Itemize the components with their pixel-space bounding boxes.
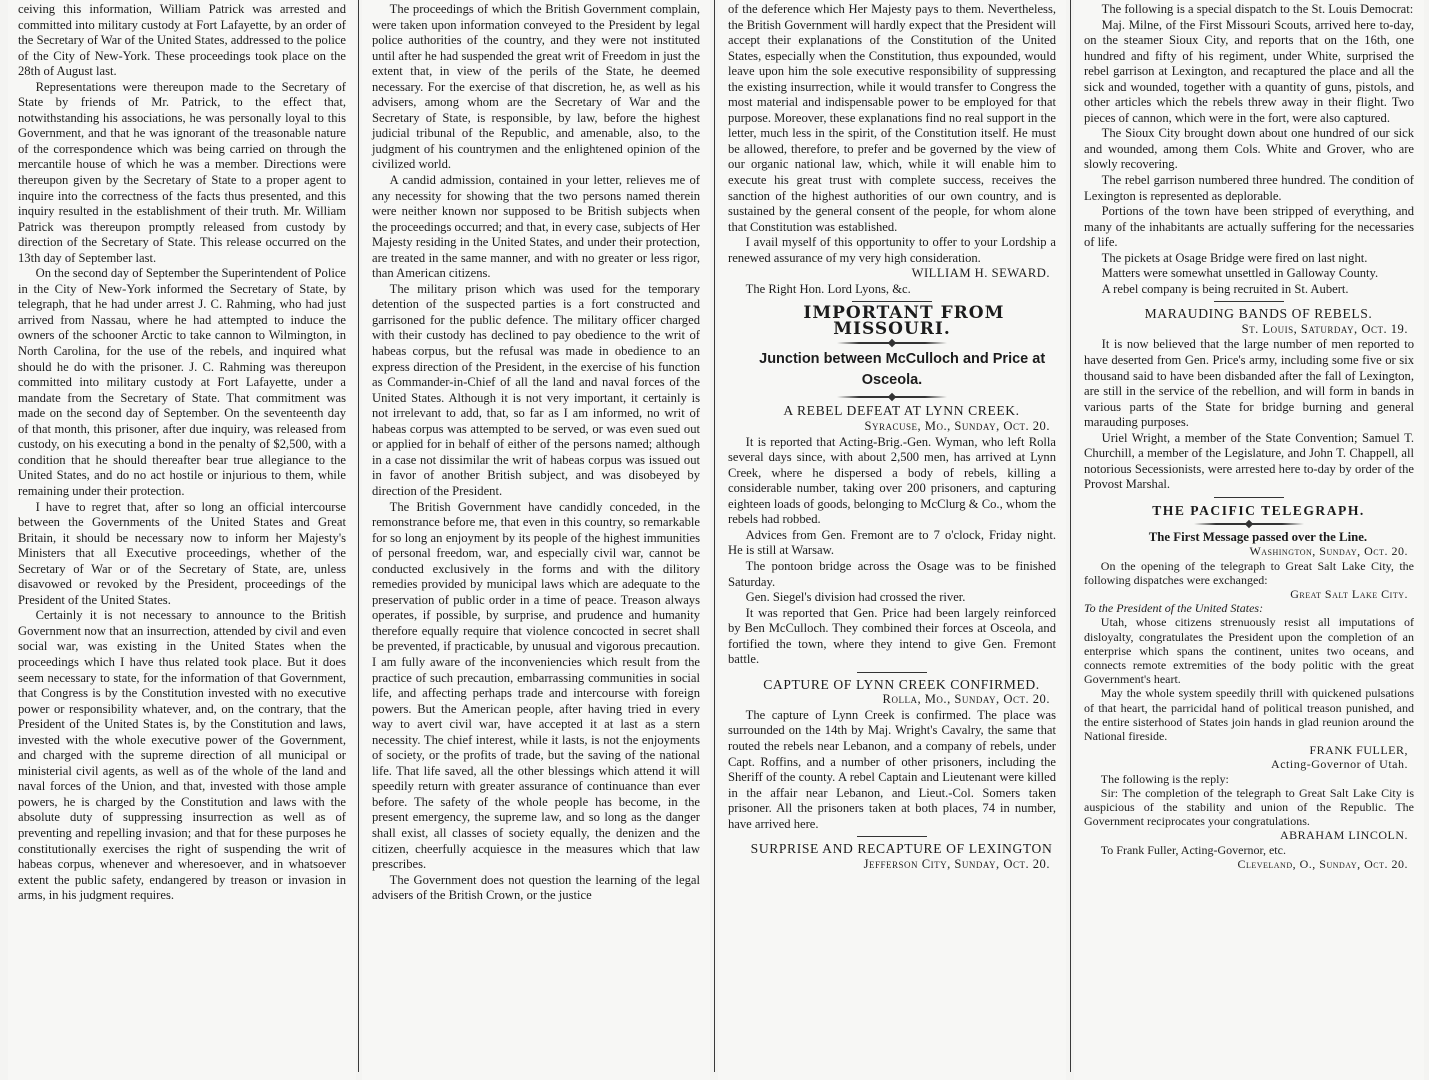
column-1 [8,0,356,1080]
pacific-telegraph-article [1084,504,1414,871]
paragraph: Maj. Milne, of the First Missouri Scouts, arrived here to-day, on the steamer Sioux City, and reports that on the 16th, one hundred and fifty of his regiment, under White, surprised the rebel garrison at Lexington, and recaptured the place and all the sick and wounded, together with a quantity of guns, pistols, and other articles which the rebels threw away in their flight. Two pieces of cannon, which were in the fort, were also captured. [1084,17,1414,125]
column-4 [1074,0,1424,1080]
ornamental-divider [1194,523,1304,525]
paragraph: Sir: The completion of the telegraph to Great Salt Lake City is auspicious of the stability and union of the Republic. The Government reciprocates your congratulations. [1084,785,1414,829]
paragraph: A candid admission, contained in your letter, relieves me of any necessity for showing that the two persons named therein were neither known nor supposed to be British subjects when the proceedings occurred; and that, in every case, subjects of Her Majesty residing in the United States, and under their protection, are treated in the same manner, and with no greater or less rigor, than American citizens. [372,173,701,281]
paragraph: Uriel Wright, a member of the State Convention; Samuel T. Churchill, a member of the Legislature, and John T. Chappell, all notorious Secessionists, were arrested here to-day by order of the Provost Marshal. [1084,430,1414,492]
section-heading: SURPRISE AND RECAPTURE OF LEXINGTON [750,841,1053,857]
signature: FRANK FULLER, [1309,743,1408,758]
paragraph: I have to regret that, after so long an official intercourse between the Governments of the United States and Great Britain, it should be necessary now to inform her Majesty's Ministers that all Executive proceedings, whether of the Secretary of War or of the Secretary of State, are, unless disavowed or revoked by the President, proceedings of the President of the United States. [18,499,346,607]
paragraph: Matters were somewhat unsettled in Galloway County. [1101,266,1379,281]
paragraph: The military prison which was used for the temporary detention of the suspected parties is a fort constructed and garrisoned for the public defence. The military officer charged with their custody has declined to pay obedience to the writ of habeas corpus, but the refusal was made in obedience to an express direction of the President, in the exercise of his function as Commander-in-Chief of all the land and naval forces of the United States. Although it is not very important, it certainly is not irrelevant to add, that, so far as I am informed, no writ of habeas corpus was attempted to be served, or was even sued out or applied for in behalf of either of the persons named; although in a case not dissimilar the writ of habeas corpus was issued out in favor of another British subject, and was disobeyed by direction of the President. [372,281,700,498]
divider [1214,301,1284,302]
paragraph: The pontoon bridge across the Osage was to be finished Saturday. [728,558,1056,589]
paragraph: It is now believed that the large number of men reported to have deserted from Gen. Price's army, including some five or six thousand said to have been disbanded after the fall of Lexington, are still in the service of the rebellion, and will form in bands in various parts of the State for bridge burning and general marauding purposes. [1084,337,1414,430]
paragraph: Portions of the town have been stripped of everything, and many of the inhabitants are actually suffering for the necessaries of life. [1084,204,1414,250]
section-heading: CAPTURE OF LYNN CREEK CONFIRMED. [763,676,1040,692]
paragraph: I avail myself of this opportunity to offer to your Lordship a renewed assurance of my very high consideration. [728,235,1056,265]
column-divider [714,0,715,1072]
dateline: Jefferson City, Sunday, Oct. 20. [863,856,1050,871]
headline: IMPORTANT FROM MISSOURI. [803,303,1005,339]
addressee: The Right Hon. Lord Lyons, &c. [745,281,911,296]
paragraph: The British Government have candidly conceded, in the remonstrance before me, that even in this country, so remarkable for so long an enjoyment by its people of the highest immunities of personal freedom, war, and especially civil war, cannot be conducted exclusively in the forms and with the dilitory remedies provided by municipal laws which are adequate to the preservation of public order in a time of peace. Treason always operates, if possible, by surprise, and prudence and humanity therefore equally require that violence concocted in secret shall be prevented, if practicable, by unusual and vigorous precaution. I am fully aware of the inconveniencies which result from the practice of such precaution, embarrassing communities in social life, and affecting perhaps trade and intercourse with foreign powers. But the American people, after having tried in every way to avert civil war, have accepted it at last as a stern necessity. The chief interest, while it lasts, is not the enjoyments of society, or the profits of trade, but the saving of the national life. That life saved, all the other blessings which attend it will speedily return with greater assurance of continuance than ever before. The safety of the whole people has become, in the present emergency, the supreme law, and so long as the danger shall exist, all classes of society equally, the denizen and the citizen, cheerfully acquiesce in the measures which that law prescribes. [372,499,700,872]
divider [857,836,927,837]
paragraph: Gen. Siegel's division had crossed the river. [745,590,966,605]
addressee: To Frank Fuller, Acting-Governor, etc. [1100,842,1286,857]
dateline: Cleveland, O., Sunday, Oct. 20. [1237,856,1408,871]
paragraph: The rebel garrison numbered three hundred. The condition of Lexington is represented as deplorable. [1084,173,1414,203]
column-divider [1070,0,1071,1072]
signer-title: Acting-Governor of Utah. [1271,757,1408,772]
dateline: St. Louis, Saturday, Oct. 19. [1241,321,1408,336]
paragraph: Representations were thereupon made to the Secretary of State by friends of Mr. Patrick, to the effect that, notwithstanding his associations, he was personally loyal to this Government, and that he was ignorant of the treasonable nature of the correspondence which was being carried on through the mercantile house of which he was a member. Directions were thereupon given by the Secretary of State to a proper agent to inquire into the correctness of the facts thus presented, and this inquiry resulted in the establishment of their truth. Mr. William Patrick was thereupon promptly released from custody by direction of the Secretary of State. This release occurred on the 13th day of September last. [18,79,346,265]
paragraph: Certainly it is not necessary to announce to the British Government now that an insurrection, attended by civil and even social war, was existing in the United States when the proceedings which I have thus related took place. But it does seem necessary to state, for the information of that Government, that Congress is by the Constitution invested with no executive power or responsibility whatever, and, on the contrary, that the President of the United States is, by the Constitution and laws, invested with the whole executive power of the Government, and charged with the supreme direction of all municipal or ministerial civil agents, as well as of the whole of the land and naval forces of the Union, and that, invested with those ample powers, he is charged by the Constitution and laws with the absolute duty of suppressing insurrection as well as of preventing and repelling invasion; and that for these purposes he constitutionally exercises the right of suspending the writ of habeas corpus, whenever and wheresoever, and in whatsoever extent the public safety, endangered by treason or invasion in arms, in his judgment requires. [18,608,346,903]
section-heading: A REBEL DEFEAT AT LYNN CREEK. [783,403,1020,419]
divider [852,301,932,302]
section-heading: MARAUDING BANDS OF REBELS. [1144,306,1373,322]
dateline: Washington, Sunday, Oct. 20. [1249,544,1408,559]
column-2 [362,0,710,1080]
origin-line: Great Salt Lake City. [1290,586,1408,601]
divider [857,672,927,673]
dateline: Rolla, Mo., Sunday, Oct. 20. [882,692,1050,707]
paragraph: On the second day of September the Superintendent of Police in the City of New-York informed the Secretary of State, by telegraph, that he had under arrest J. C. Rahming, who had just arrived from Nassau, where he had attempted to induce the owners of the schooner Arctic to take cannon to Wilmington, in North Carolina, for the use of the rebels, and inquired what should he do with the prisoner. J. C. Rahming was thereupon committed into military custody at Fort Lafayette, under a mandate from the Secretary of State. That commitment was made on the second day of September. On the seventeenth day of that month, this prisoner, after due inquiry, was released from custody, on his executing a bond in the penalty of $2,500, with a condition that he should thereafter bear true allegiance to the United States, and do no act hostile or injurious to them, while remaining under their protection. [18,266,346,498]
paragraph: Advices from Gen. Fremont are to 7 o'clock, Friday night. He is still at Warsaw. [728,527,1056,558]
paragraph: Utah, whose citizens strenuously resist all imputations of disloyalty, congratulates the President upon the completion of an enterprise which spans the continent, unites two oceans, and connects remote extremities of the body politic with the great Government's heart. [1084,615,1414,687]
salutation: To the President of the United States: [1084,601,1264,616]
paragraph: The proceedings of which the British Government complain, were taken upon information conveyed to the President by legal police authorities of the country, and they were not instituted until after he had suspended the great writ of Freedom in just the extent that, in view of the perils of the State, he deemed necessary. For the exercise of that discretion, he, as well as his advisers, among whom are the Secretary of War and the Secretary of State, is responsible, by law, before the highest judicial tribunal of the Republic, and amenable, also, to the judgment of his countrymen and the enlightened opinion of the civilized world. [372,2,700,172]
paragraph: of the deference which Her Majesty pays to them. Nevertheless, the British Government will hardly expect that the President will accept their explanations of the Constitution of the United States, especially when the Constitution, thus expounded, would leave upon him the sole executive responsibility of suppressing the existing insurrection, while it would transfer to Congress the most material and indispensable power to be employed for that purpose. Moreover, these explanations find no real support in the letter, much less in the spirit, of the Constitution itself. He must be allowed, therefore, to prefer and be governed by the view of our organic national law, which, while it will enable him to execute his great trust with complete success, receives the sanction of the highest authorities of our own country, and is sustained by the general consent of the people, for whom alone that Constitution was established. [728,2,1056,234]
ornamental-divider [837,396,947,398]
column-3 [718,0,1066,1080]
paragraph: It was reported that Gen. Price had been largely reinforced by Ben McCulloch. They combined their forces at Osceola, and fortified the town, where they intend to give Gen. Fremont battle. [728,605,1056,667]
paragraph: The Government does not question the learning of the legal advisers of the British Crown, or the justice [372,872,700,903]
paragraph: May the whole system speedily thrill with quickened pulsations of that heart, the parricidal hand of political treason punished, and the entire sisterhood of States join hands in glad reunion around the National fireside. [1084,686,1414,743]
paragraph: ceiving this information, William Patrick was arrested and committed into military custody at Fort Lafayette, by an order of the Secretary of War of the United States, addressed to the police of the City of New-York. These proceedings took place on the 28th of August last. [18,2,346,79]
column-divider [358,0,359,1072]
divider [1214,497,1284,498]
paragraph: The capture of Lynn Creek is confirmed. The place was surrounded on the 14th by Maj. Wright's Cavalry, the same that routed the rebels near Lebanon, and a company of rebels, under Capt. Roffins, and a number of other prisoners, including the Sheriff of the county. A rebel Captain and Lieutenant were killed in the affair near Lebanon, and Lieut.-Col. Somers taken prisoner. All the prisoners taken at both places, 74 in number, have arrived here. [728,707,1056,831]
subheading: The First Message passed over the Line. [1148,530,1368,545]
signature: WILLIAM H. SEWARD. [911,266,1050,281]
signature: ABRAHAM LINCOLN. [1280,828,1408,843]
paragraph: It is reported that Acting-Brig.-Gen. Wyman, who left Rolla several days since, with about 2,500 men, has arrived at Lynn Creek, where he dispersed a body of rebels, killing a considerable number, taking over 200 prisoners, and capturing eighteen loads of goods, belonging to McClurg & Co., whom the rebels had robbed. [728,434,1056,527]
dateline: Syracuse, Mo., Sunday, Oct. 20. [864,419,1050,434]
paragraph: The following is a special dispatch to the St. Louis Democrat: [1101,2,1414,16]
paragraph: The pickets at Osage Bridge were fired on last night. [1101,250,1368,265]
subheadline: Junction between McCulloch and Price at Osceola. [759,351,1046,389]
paragraph: The following is the reply: [1100,771,1229,786]
paragraph: The Sioux City brought down about one hundred of our sick and wounded, among them Cols. White and Grover, who are slowly recovering. [1084,126,1414,172]
paragraph: A rebel company is being recruited in St. Aubert. [1101,281,1349,296]
paragraph: On the opening of the telegraph to Great Salt Lake City, the following dispatches were exchanged: [1084,558,1414,587]
ornamental-divider [837,342,947,344]
section-heading: THE PACIFIC TELEGRAPH. [1152,502,1365,518]
